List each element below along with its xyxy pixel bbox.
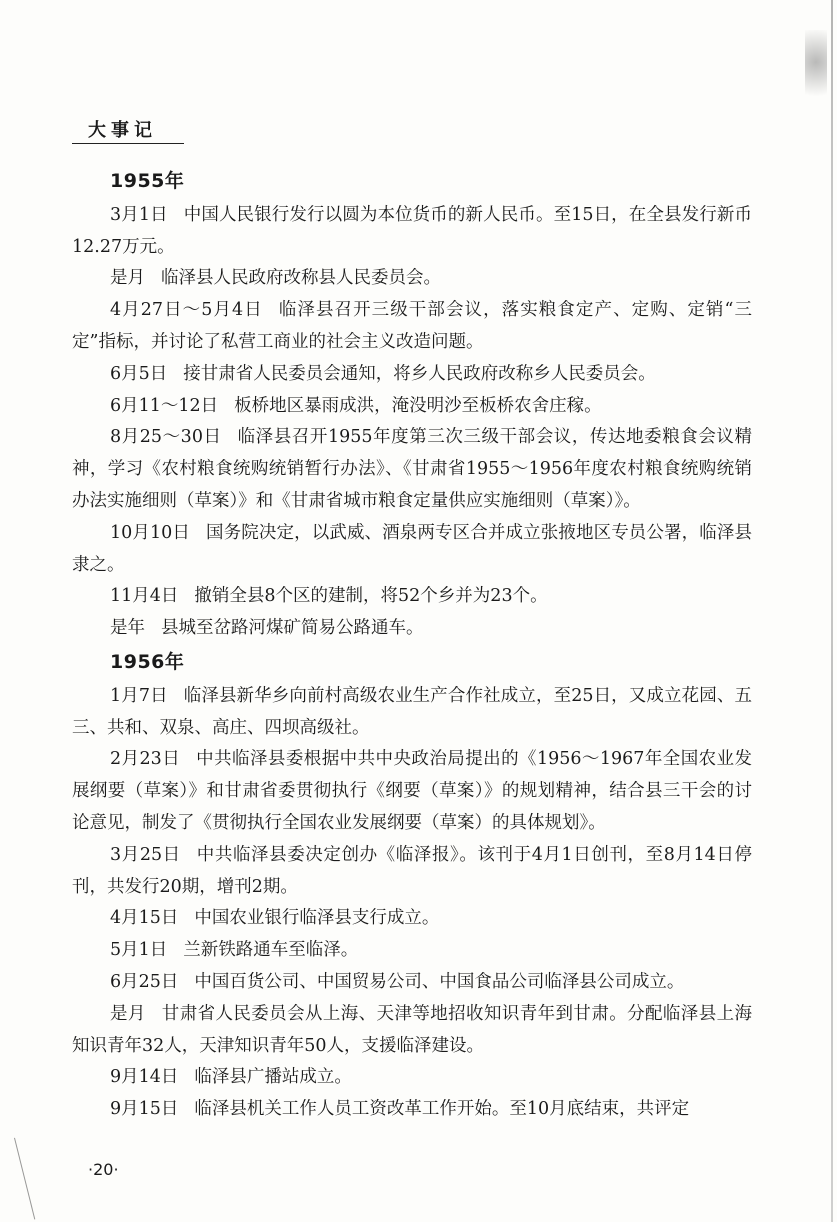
entry-date: 6月25日	[110, 971, 179, 992]
entry-text: 中国百货公司、中国贸易公司、中国食品公司临泽县公司成立。	[194, 971, 685, 992]
year-heading: 1956年	[110, 650, 185, 673]
entry-date: 9月14日	[110, 1067, 179, 1088]
chronicle-entry	[72, 935, 752, 967]
entry-text: 板桥地区暴雨成洪，淹没明沙至板桥农舍庄稼。	[234, 395, 602, 416]
entry-text: 接甘肃省人民委员会通知，将乡人民政府改称乡人民委员会。	[183, 363, 656, 384]
entry-text: 中国人民银行发行以圆为本位货币的新人民币。至15日，在全县发行新币12.27万元。	[72, 204, 752, 257]
entry-date: 2月23日	[110, 749, 181, 770]
entry-date: 11月4日	[110, 586, 179, 607]
chronicle-entry	[72, 999, 752, 1063]
chronicle-body	[72, 164, 752, 1126]
scan-stray-line	[14, 1138, 35, 1220]
entry-date: 10月10日	[110, 522, 191, 543]
chronicle-entry	[72, 1062, 752, 1094]
entry-text: 临泽县新华乡向前村高级农业生产合作社成立，至25日，又成立花园、五三、共和、双泉、高庄、四坝高级社。	[72, 685, 752, 738]
entry-date: 6月11～12日	[110, 395, 219, 416]
entry-date: 3月25日	[110, 844, 181, 865]
chronicle-entry	[72, 422, 752, 517]
page-number: ·20·	[88, 1160, 119, 1179]
chronicle-entry	[72, 391, 752, 423]
entry-date: 5月1日	[110, 940, 168, 961]
chronicle-entry	[72, 1094, 752, 1126]
chronicle-entry	[72, 903, 752, 935]
entry-text: 临泽县召开三级干部会议，落实粮食定产、定购、定销“三定”指标，并讨论了私营工商业的社会主义改造问题。	[72, 300, 753, 352]
entry-date: 4月15日	[110, 908, 179, 929]
entry-text: 县城至岔路河煤矿简易公路通车。	[161, 618, 424, 639]
chronicle-entry	[72, 263, 752, 295]
entry-date: 1月7日	[110, 685, 168, 706]
chronicle-entry	[72, 744, 752, 839]
running-head-rule	[72, 143, 184, 144]
entry-date: 9月15日	[110, 1099, 179, 1120]
entry-text: 中共临泽县委决定创办《临泽报》。该刊于4月1日创刊，至8月14日停刊，共发行20期，增刊2期。	[72, 844, 752, 897]
entry-text: 临泽县人民政府改称县人民委员会。	[161, 268, 441, 289]
entry-date: 是月	[110, 1003, 146, 1024]
entry-text: 兰新铁路通车至临泽。	[183, 940, 359, 961]
entry-date: 是年	[110, 618, 145, 639]
entry-text: 国务院决定，以武威、酒泉两专区合并成立张掖地区专员公署，临泽县隶之。	[72, 522, 753, 575]
scan-smudge	[805, 30, 827, 110]
chronicle-entry	[72, 613, 752, 645]
entry-text: 临泽县召开1955年度第三次三级干部会议，传达地委粮食会议精神，学习《农村粮食统购统销暂行办法》、《甘肃省1955～1956年度农村粮食统购统销办法实施细则（草案）》和《甘肃省城市粮食定量供应实施细则（草案）》。	[72, 427, 752, 511]
entry-date: 4月27日～5月4日	[110, 300, 263, 321]
entry-date: 8月25～30日	[110, 427, 222, 448]
chronicle-entry	[72, 518, 752, 582]
chronicle-entry	[72, 200, 752, 264]
chronicle-entry	[72, 581, 752, 613]
entry-text: 中共临泽县委根据中共中央政治局提出的《1956～1967年全国农业发展纲要（草案）》和甘肃省委贯彻执行《纲要（草案）》的规划精神，结合县三干会的讨论意见，制发了《贯彻执行全国农业发展纲要（草案）的具体规划》。	[72, 749, 752, 833]
chronicle-entry	[72, 359, 752, 391]
year-heading: 1955年	[110, 170, 185, 192]
entry-date: 6月5日	[110, 363, 168, 384]
chronicle-entry	[72, 681, 752, 745]
chronicle-entry	[72, 840, 752, 904]
entry-text: 临泽县机关工作人员工资改革工作开始。至10月底结束，共评定	[194, 1099, 690, 1120]
entry-text: 撤销全县8个区的建制，将52个乡并为23个。	[194, 586, 548, 607]
entry-date: 是月	[110, 268, 145, 289]
scan-edge-shadow	[831, 0, 833, 1222]
chronicle-entry	[72, 967, 752, 999]
entry-text: 中国农业银行临泽县支行成立。	[194, 908, 440, 929]
chronicle-entry	[72, 295, 752, 359]
entry-text: 甘肃省人民委员会从上海、天津等地招收知识青年到甘肃。分配临泽县上海知识青年32人，天津知识青年50人，支援临泽建设。	[72, 1003, 753, 1056]
entry-text: 临泽县广播站成立。	[194, 1067, 352, 1088]
running-head: 大事记	[88, 120, 157, 141]
entry-date: 3月1日	[110, 204, 168, 225]
